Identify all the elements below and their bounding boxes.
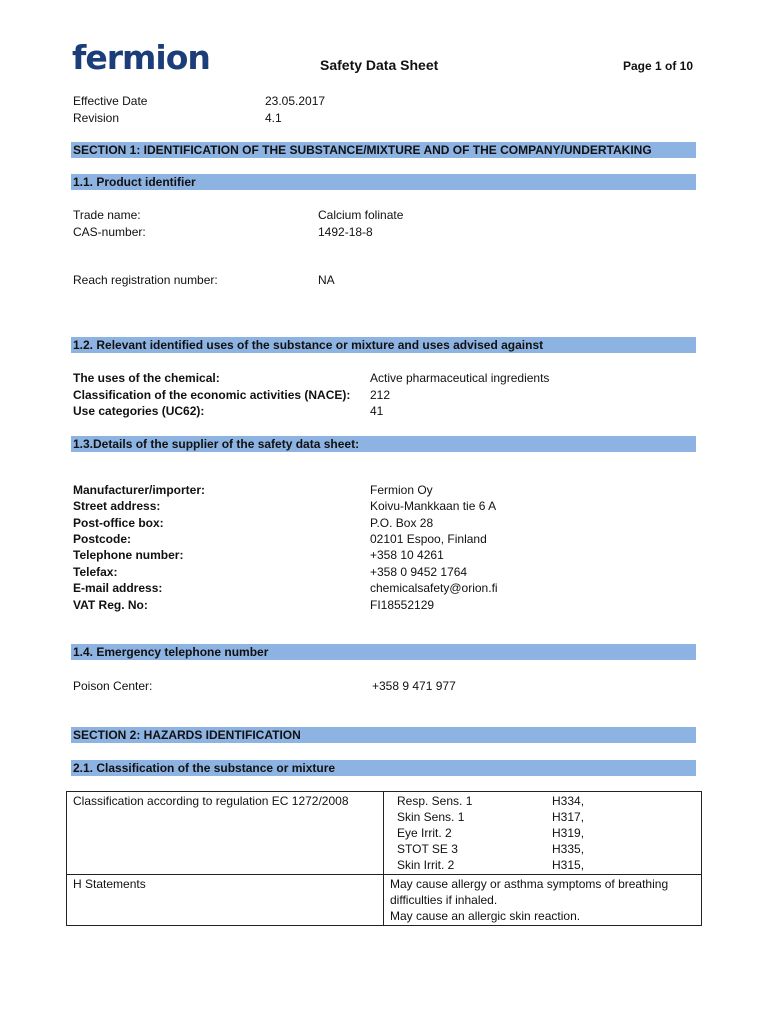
nace-value: 212 xyxy=(370,388,391,402)
hazard-code: H334, xyxy=(552,794,585,808)
section-1-2-heading: 1.2. Relevant identified uses of the substance or mixture and uses advised against xyxy=(71,337,696,353)
hazard-list xyxy=(384,792,702,875)
supplier-row-value: +358 10 4261 xyxy=(370,548,444,562)
h-statement: May cause allergy or asthma symptoms of breathing difficulties if inhaled. xyxy=(390,877,669,907)
supplier-row-label: VAT Reg. No: xyxy=(73,598,148,612)
hazard-item xyxy=(390,825,695,841)
hazard-item xyxy=(390,857,695,873)
supplier-row-label: Postcode: xyxy=(73,532,132,546)
section-1-heading: SECTION 1: IDENTIFICATION OF THE SUBSTANCE/MIXTURE AND OF THE COMPANY/UNDERTAKING xyxy=(71,142,696,158)
poison-center-label: Poison Center: xyxy=(73,679,153,693)
supplier-row-value: FI18552129 xyxy=(370,598,435,612)
table-row xyxy=(67,792,702,875)
hazard-item xyxy=(390,809,695,825)
supplier-row-value: P.O. Box 28 xyxy=(370,516,434,530)
supplier-row-label: E-mail address: xyxy=(73,581,163,595)
hazard-item xyxy=(390,841,695,857)
effective-date-label: Effective Date xyxy=(73,94,148,108)
hazard-code: H315, xyxy=(552,858,585,872)
section-2-heading: SECTION 2: HAZARDS IDENTIFICATION xyxy=(71,727,696,743)
company-logo: fermion xyxy=(72,38,210,77)
supplier-row-label: Telefax: xyxy=(73,565,118,579)
section-1-1-heading: 1.1. Product identifier xyxy=(71,174,696,190)
supplier-row-label: Manufacturer/importer: xyxy=(73,483,206,497)
reach-number-value: NA xyxy=(318,273,335,287)
h-statement: May cause an allergic skin reaction. xyxy=(390,909,581,923)
hazard-code: H317, xyxy=(552,810,585,824)
section-1-4-heading: 1.4. Emergency telephone number xyxy=(71,644,696,660)
nace-label: Classification of the economic activities (NACE): xyxy=(73,388,351,402)
revision-label: Revision xyxy=(73,111,120,125)
trade-name-value: Calcium folinate xyxy=(318,208,404,222)
hazard-code: H335, xyxy=(552,842,585,856)
supplier-row-value: chemicalsafety@orion.fi xyxy=(370,581,498,595)
table-row xyxy=(67,875,702,926)
use-categories-value: 41 xyxy=(370,404,384,418)
document-title: Safety Data Sheet xyxy=(320,57,439,73)
supplier-row-label: Post-office box: xyxy=(73,516,164,530)
supplier-row-value: 02101 Espoo, Finland xyxy=(370,532,487,546)
uses-label: The uses of the chemical: xyxy=(73,371,220,385)
supplier-row-label: Street address: xyxy=(73,499,161,513)
reach-number-label: Reach registration number: xyxy=(73,273,218,287)
h-statements-label: H Statements xyxy=(67,875,384,926)
supplier-row-value: Fermion Oy xyxy=(370,483,433,497)
cas-number-label: CAS-number: xyxy=(73,225,146,239)
use-categories-label: Use categories (UC62): xyxy=(73,404,205,418)
page-number: Page 1 of 10 xyxy=(623,59,694,73)
section-1-3-heading: 1.3.Details of the supplier of the safety data sheet: xyxy=(71,436,696,452)
uses-value: Active pharmaceutical ingredients xyxy=(370,371,550,385)
hazard-name: STOT SE 3 xyxy=(397,842,458,856)
classification-label: Classification according to regulation EC 1272/2008 xyxy=(67,792,384,875)
trade-name-label: Trade name: xyxy=(73,208,141,222)
hazard-name: Resp. Sens. 1 xyxy=(397,794,473,808)
supplier-row-value: +358 0 9452 1764 xyxy=(370,565,468,579)
supplier-row-label: Telephone number: xyxy=(73,548,184,562)
hazard-name: Skin Sens. 1 xyxy=(397,810,465,824)
section-2-1-heading: 2.1. Classification of the substance or mixture xyxy=(71,760,696,776)
hazard-name: Skin Irrit. 2 xyxy=(397,858,455,872)
hazard-item xyxy=(390,793,695,809)
hazard-name: Eye Irrit. 2 xyxy=(397,826,452,840)
supplier-row-value: Koivu-Mankkaan tie 6 A xyxy=(370,499,497,513)
h-statements-value xyxy=(384,875,702,926)
cas-number-value: 1492-18-8 xyxy=(318,225,373,239)
hazard-code: H319, xyxy=(552,826,585,840)
poison-center-value: +358 9 471 977 xyxy=(372,679,456,693)
effective-date-value: 23.05.2017 xyxy=(265,94,326,108)
classification-table xyxy=(66,791,702,926)
revision-value: 4.1 xyxy=(265,111,282,125)
